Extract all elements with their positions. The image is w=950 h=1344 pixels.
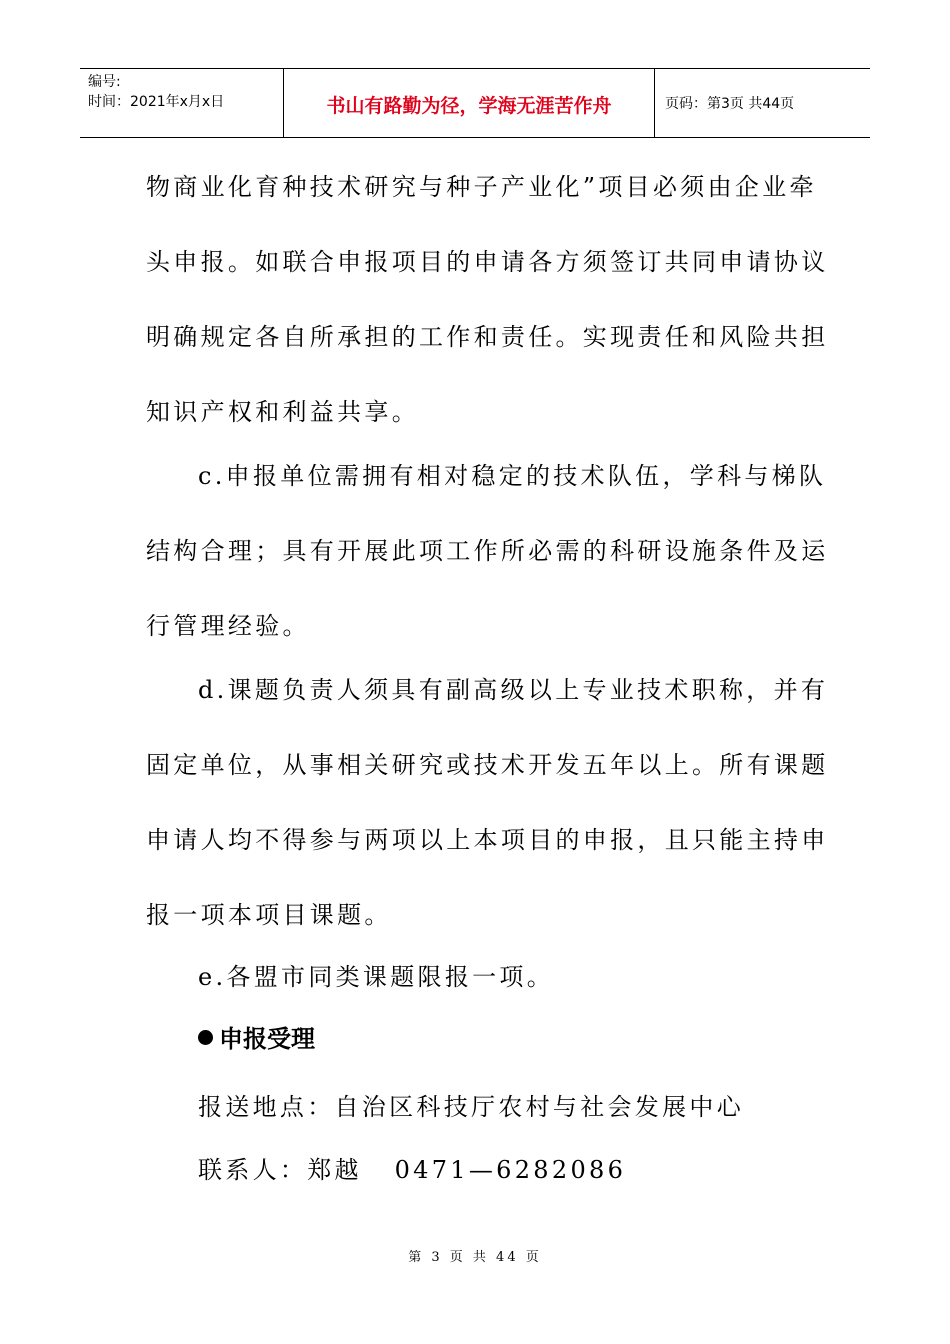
body-line: d.课题负责人须具有副高级以上专业技术职称，并有: [198, 676, 829, 704]
body-line: c.申报单位需拥有相对稳定的技术队伍，学科与梯队: [198, 462, 827, 490]
page-footer: 第 3 页 共 44 页: [408, 1250, 542, 1265]
body-line: 固定单位，从事相关研究或技术开发五年以上。所有课题: [146, 751, 829, 779]
document-time-label: 时间：2021年x月x日: [88, 94, 225, 110]
body-line: e.各盟市同类课题限报一项。: [198, 963, 555, 991]
submission-address: 报送地点：自治区科技厅农村与社会发展中心: [198, 1093, 744, 1121]
body-line: 行管理经验。: [146, 612, 310, 640]
section-title-text: 申报受理: [219, 1025, 315, 1053]
section-heading: [198, 1024, 315, 1054]
header-motto: 书山有路勤为径，学海无涯苦作舟: [326, 95, 612, 117]
body-line: 报一项本项目课题。: [146, 901, 392, 929]
header-left-cell: [80, 69, 284, 137]
body-line: 申请人均不得参与两项以上本项目的申报，且只能主持申: [146, 826, 829, 854]
page-header: [80, 68, 870, 138]
header-page-info: 页码：第3页 共44页: [665, 96, 795, 112]
header-motto-cell: [284, 69, 655, 137]
body-line: 明确规定各自所承担的工作和责任。实现责任和风险共担: [146, 323, 829, 351]
contact-info: 联系人：郑越 0471—6282086: [198, 1156, 627, 1184]
body-line: 物商业化育种技术研究与种子产业化”项目必须由企业牵: [146, 173, 817, 201]
bullet-icon: [198, 1030, 213, 1045]
body-line: 头申报。如联合申报项目的申请各方须签订共同申请协议: [146, 248, 829, 276]
body-line: 结构合理；具有开展此项工作所必需的科研设施条件及运: [146, 537, 829, 565]
body-line: 知识产权和利益共享。: [146, 398, 419, 426]
document-number-label: 编号:: [88, 74, 121, 90]
header-page-cell: [655, 69, 870, 137]
